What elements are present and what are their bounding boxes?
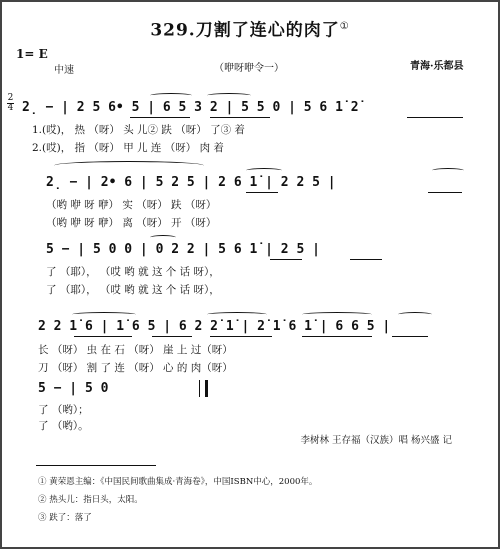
lyrics-verse-2: 2.(哎)， 指 （呀） 甲 儿 连 （呀） 肉 着: [32, 142, 224, 154]
notation-line: 2̣ − | 2 5 6• 5 | 6 5 3 2 | 5 5 0 | 5 6 1̇ 2̇: [22, 100, 359, 115]
key-signature: 1= E: [16, 47, 48, 61]
slur: [150, 235, 176, 240]
slur: [432, 168, 464, 173]
slur: [207, 93, 251, 98]
lyrics-verse-2: 了 （耶）， （哎 哟 就 这 个 话 呀），: [46, 284, 220, 296]
lyrics-verse-1: 长 （呀） 虫 在 石 （呀） 崖 上 过（呀）: [38, 344, 233, 356]
lyrics-verse-1: 了 （耶）， （哎 哟 就 这 个 话 呀），: [46, 266, 220, 278]
beam-underline: [210, 336, 272, 337]
slur: [72, 312, 136, 317]
time-signature-top: 2: [7, 93, 14, 103]
lyrics-verse-2: 刀 （呀） 割 了 连 （呀） 心 的 肉（呀）: [38, 362, 233, 374]
beam-underline: [392, 336, 428, 337]
lyrics-verse-1: 了 （哟）；: [38, 404, 89, 416]
beam-underline: [270, 259, 302, 260]
beam-underline: [74, 336, 132, 337]
slur: [302, 312, 372, 317]
beam-underline: [302, 336, 372, 337]
footnote-3: ③ 趺了：落了: [38, 513, 92, 523]
lyrics-verse-2: 了 （哟）。: [38, 420, 89, 432]
slur: [246, 168, 282, 173]
beam-underline: [428, 192, 462, 193]
title-footnote-mark: ①: [339, 21, 350, 32]
slur: [398, 312, 432, 317]
slur: [207, 312, 267, 317]
tie: [54, 161, 204, 170]
beam-underline: [210, 117, 270, 118]
title-text: 329.刀割了连心的肉了: [150, 20, 340, 41]
footnote-1: ① 黄荣恩主编：《中国民间歌曲集成·青海卷》，中国ISBN中心，2000年。: [38, 477, 318, 487]
performer-credits: 李树林 王存福（汉族）唱 杨兴盛 记: [300, 435, 452, 446]
beam-underline: [130, 117, 190, 118]
time-signature-bottom: 4: [7, 103, 14, 113]
footnote-2: ② 热头儿：指日头，太阳。: [38, 495, 143, 505]
region-label: 青海·乐都县: [410, 61, 464, 72]
lyrics-verse-2: （哟 咿 呀 咿） 离 （呀） 开 （呀）: [46, 217, 217, 229]
subtitle: （咿呀咿令一）: [214, 63, 284, 74]
notation-line: 2̣ − | 2• 6 | 5 2 5 | 2 6 1̇ | 2 2 5 |: [46, 175, 336, 190]
footnote-divider: [36, 465, 156, 466]
notation-line: 5 − | 5 0 0 | 0 2 2 | 5 6 1̇ | 2 5 |: [46, 242, 320, 257]
notation-line: 5 − | 5 0: [38, 381, 109, 396]
lyrics-verse-1: 1.(哎)， 热 （呀） 头 儿② 趺 （呀） 了③ 着: [32, 124, 245, 136]
time-signature: [7, 94, 14, 113]
beam-underline: [246, 192, 278, 193]
beam-underline: [350, 259, 382, 260]
song-title: [2, 22, 498, 40]
final-barline: [199, 380, 208, 397]
lyrics-verse-1: （哟 咿 呀 咿） 实 （呀） 趺 （呀）: [46, 199, 217, 211]
slur: [150, 93, 192, 98]
notation-line: 2 2 1̇ 6 | 1̇ 6 5 | 6 2 2̇ 1̇ | 2̇ 1̇ 6 1̇ | 6 6 5 |: [38, 319, 391, 334]
beam-underline: [152, 336, 192, 337]
beam-underline: [407, 117, 463, 118]
tempo-marking: 中速: [54, 65, 74, 76]
